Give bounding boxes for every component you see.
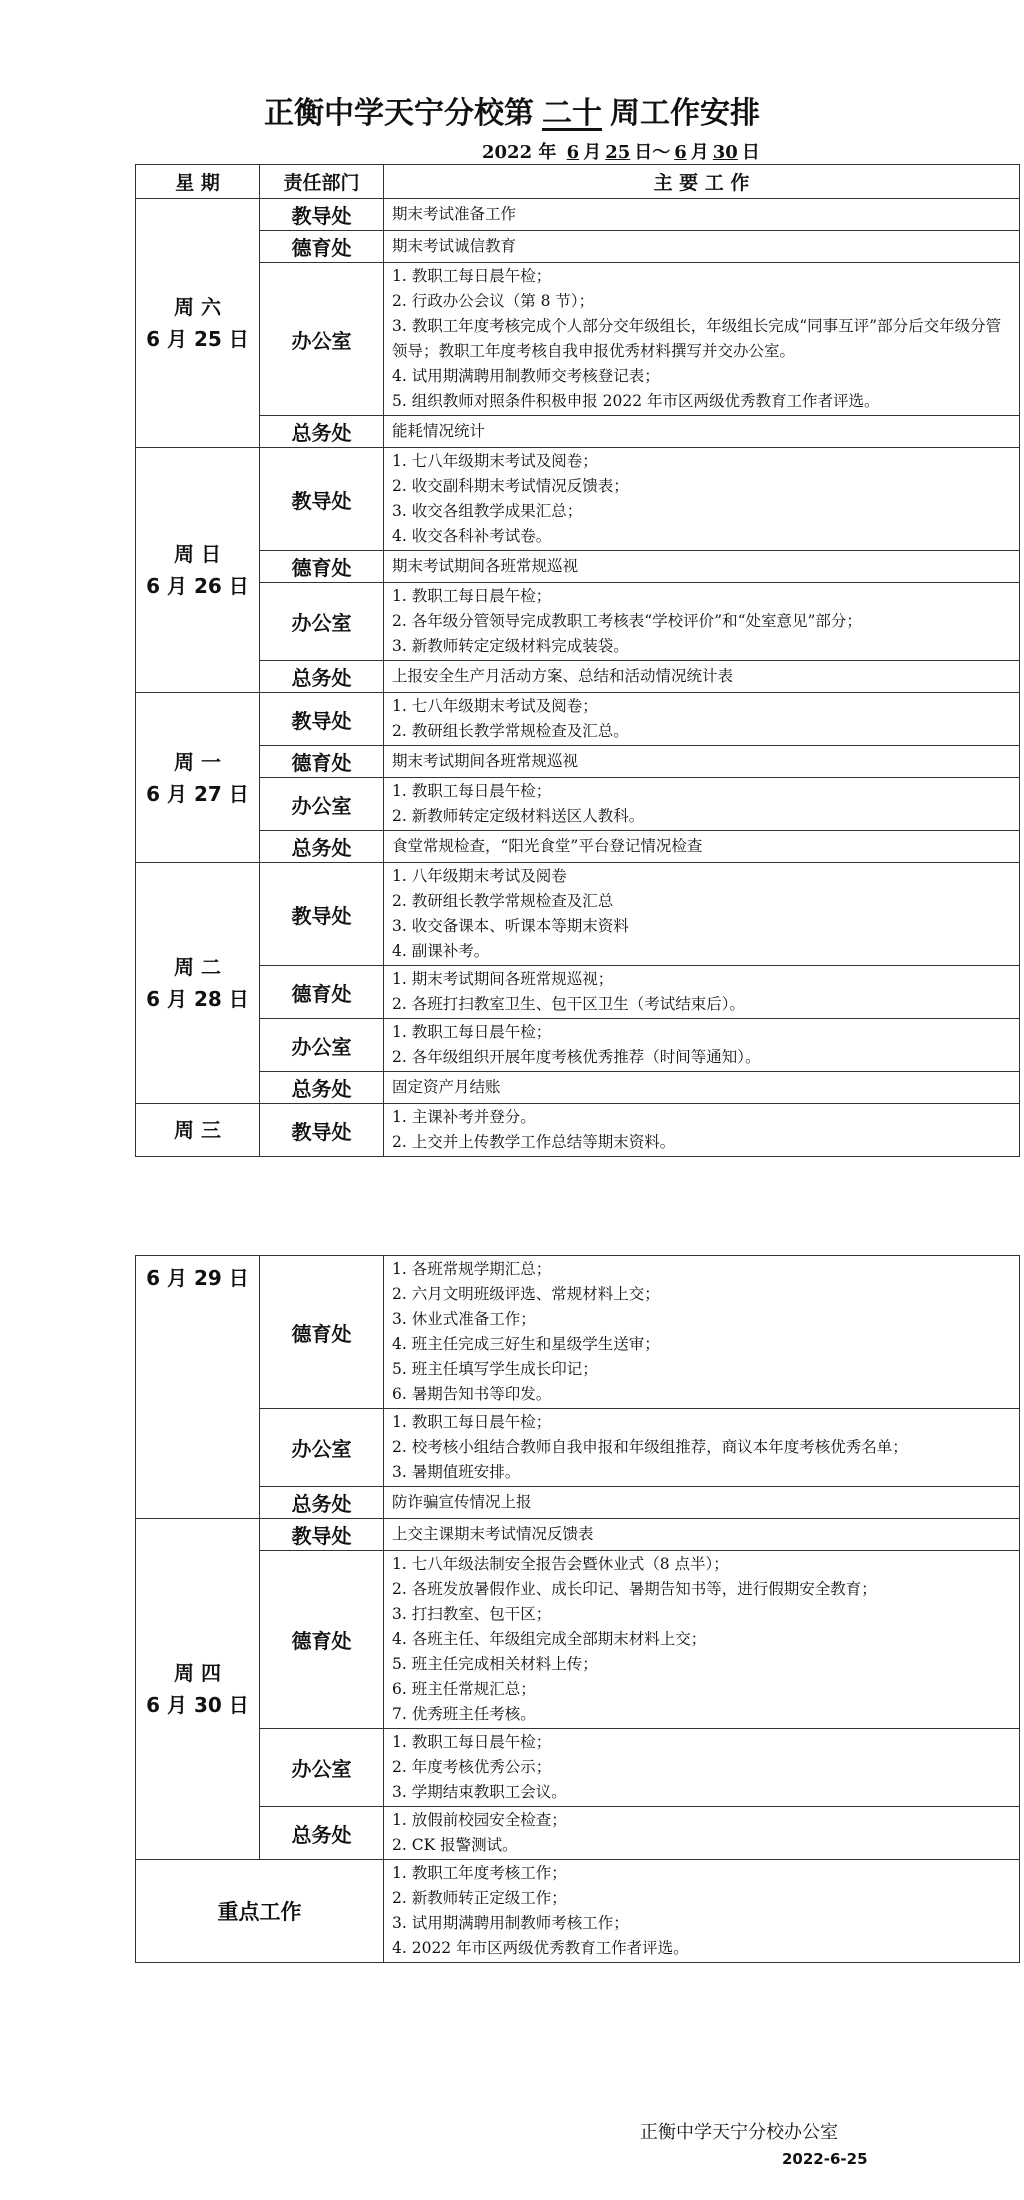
work-item: 2. 各年级分管领导完成教职工考核表“学校评价”和“处室意见”部分； — [392, 612, 862, 630]
schedule-table-2 — [135, 1255, 1020, 1963]
day-name: 周 三 — [174, 1118, 221, 1142]
day-date: 6 月 30 日 — [146, 1693, 249, 1717]
table-row — [136, 1807, 1020, 1860]
dept-cell: 总务处 — [260, 1072, 384, 1104]
day-date: 6 月 25 日 — [146, 327, 249, 351]
table-row — [136, 263, 1020, 416]
table-row — [136, 1104, 1020, 1157]
work-cell — [384, 1807, 1020, 1860]
work-cell — [384, 231, 1020, 263]
key-work-label: 重点工作 — [136, 1860, 384, 1963]
work-item: 2. 上交并上传教学工作总结等期末资料。 — [392, 1133, 676, 1151]
work-item: 3. 学期结束教职工会议。 — [392, 1783, 567, 1801]
work-item: 2. 各班发放暑假作业、成长印记、暑期告知书等，进行假期安全教育； — [392, 1580, 877, 1598]
work-item: 2. 收交副科期末考试情况反馈表； — [392, 477, 629, 495]
table-row — [136, 1551, 1020, 1729]
header-dept: 责任部门 — [260, 165, 384, 199]
dept-cell: 德育处 — [260, 1551, 384, 1729]
work-cell — [384, 1519, 1020, 1551]
work-item: 1. 各班常规学期汇总； — [392, 1260, 552, 1278]
work-cell — [384, 1409, 1020, 1487]
work-item: 2. 新教师转定定级材料送区人教科。 — [392, 807, 645, 825]
work-item: 4. 各班主任、年级组完成全部期末材料上交； — [392, 1630, 707, 1648]
work-item: 1. 教职工每日晨午检； — [392, 267, 552, 285]
dept-cell: 总务处 — [260, 416, 384, 448]
work-item: 期末考试期间各班常规巡视 — [392, 752, 579, 770]
dept-cell: 教导处 — [260, 199, 384, 231]
work-cell — [384, 693, 1020, 746]
day-cell — [136, 199, 260, 448]
key-work-cell — [384, 1860, 1020, 1963]
work-item: 2. 新教师转正定级工作； — [392, 1889, 567, 1907]
work-item: 4. 副课补考。 — [392, 942, 490, 960]
work-item: 能耗情况统计 — [392, 422, 486, 440]
work-item: 3. 新教师转定定级材料完成装袋。 — [392, 637, 629, 655]
table-row — [136, 1409, 1020, 1487]
work-item: 期末考试期间各班常规巡视 — [392, 557, 579, 575]
work-cell — [384, 1019, 1020, 1072]
dept-cell: 办公室 — [260, 778, 384, 831]
work-cell — [384, 661, 1020, 693]
page-title: 正衡中学天宁分校第 二十 周工作安排 — [264, 96, 760, 131]
dept-cell: 办公室 — [260, 583, 384, 661]
work-item: 上交主课期末考试情况反馈表 — [392, 1525, 594, 1543]
dept-cell: 办公室 — [260, 1019, 384, 1072]
key-work-row — [136, 1860, 1020, 1963]
schedule-table-1 — [135, 164, 1020, 1157]
table-row — [136, 416, 1020, 448]
table-row — [136, 1256, 1020, 1409]
footer-office: 正衡中学天宁分校办公室 — [640, 2122, 838, 2143]
dept-cell: 教导处 — [260, 448, 384, 551]
work-item: 4. 试用期满聘用制教师交考核登记表； — [392, 367, 660, 385]
work-cell — [384, 1072, 1020, 1104]
day-name: 周 二 — [174, 955, 221, 979]
dept-cell: 德育处 — [260, 1256, 384, 1409]
work-cell — [384, 1487, 1020, 1519]
table-row — [136, 231, 1020, 263]
work-item: 5. 班主任填写学生成长印记； — [392, 1360, 598, 1378]
date-range: 2022 年 6 月 25 日～ 6 月 30 日 — [482, 142, 760, 163]
work-cell — [384, 263, 1020, 416]
day-name: 周 一 — [174, 749, 221, 774]
work-item: 2. 行政办公会议（第 8 节）； — [392, 292, 595, 310]
day-date: 6 月 26 日 — [146, 574, 249, 598]
day-name: 周 六 — [174, 295, 221, 319]
table-row — [136, 1072, 1020, 1104]
work-item: 1. 七八年级期末考试及阅卷； — [392, 452, 598, 470]
work-item: 防诈骗宣传情况上报 — [392, 1493, 532, 1511]
work-item: 1. 主课补考并登分。 — [392, 1108, 536, 1126]
work-cell — [384, 746, 1020, 778]
work-item: 食堂常规检查，“阳光食堂”平台登记情况检查 — [392, 837, 703, 855]
work-cell — [384, 831, 1020, 863]
dept-cell: 教导处 — [260, 1519, 384, 1551]
work-item: 2. CK 报警测试。 — [392, 1836, 518, 1854]
dept-cell: 总务处 — [260, 1487, 384, 1519]
dept-cell: 德育处 — [260, 231, 384, 263]
work-cell — [384, 1729, 1020, 1807]
work-cell — [384, 583, 1020, 661]
dept-cell: 办公室 — [260, 1409, 384, 1487]
dept-cell: 教导处 — [260, 1104, 384, 1157]
work-item: 3. 休业式准备工作； — [392, 1310, 536, 1328]
work-item: 1. 七八年级法制安全报告会暨休业式（8 点半）； — [392, 1555, 729, 1573]
table-row — [136, 1519, 1020, 1551]
dept-cell: 总务处 — [260, 661, 384, 693]
work-item: 1. 教职工年度考核工作； — [392, 1864, 567, 1882]
work-item: 3. 暑期值班安排。 — [392, 1463, 521, 1481]
work-item: 2. 教研组长教学常规检查及汇总 — [392, 892, 614, 910]
dept-cell: 办公室 — [260, 1729, 384, 1807]
dept-cell: 办公室 — [260, 263, 384, 416]
work-cell — [384, 1256, 1020, 1409]
table-row — [136, 448, 1020, 551]
work-cell — [384, 863, 1020, 966]
work-item: 2. 教研组长教学常规检查及汇总。 — [392, 722, 629, 740]
dept-cell: 教导处 — [260, 693, 384, 746]
dept-cell: 总务处 — [260, 1807, 384, 1860]
work-item: 3. 教职工年度考核完成个人部分交年级组长，年级组长完成“同事互评”部分后交年级分管领导；教职工年度考核自我申报优秀材料撰写并交办公室。 — [392, 317, 1002, 360]
day-cell — [136, 693, 260, 863]
work-item: 2. 各年级组织开展年度考核优秀推荐（时间等通知）。 — [392, 1048, 761, 1066]
work-item: 7. 优秀班主任考核。 — [392, 1705, 536, 1723]
table-row — [136, 583, 1020, 661]
table-row — [136, 1729, 1020, 1807]
day-name: 周 四 — [174, 1661, 221, 1685]
work-item: 1. 七八年级期末考试及阅卷； — [392, 697, 598, 715]
work-cell — [384, 448, 1020, 551]
dept-cell: 教导处 — [260, 863, 384, 966]
table-row — [136, 661, 1020, 693]
dept-cell: 德育处 — [260, 746, 384, 778]
work-item: 5. 班主任完成相关材料上传； — [392, 1655, 598, 1673]
table-row — [136, 693, 1020, 746]
day-date: 6 月 29 日 — [146, 1266, 249, 1290]
day-date: 6 月 27 日 — [146, 781, 249, 806]
work-item: 1. 期末考试期间各班常规巡视； — [392, 970, 614, 988]
work-cell — [384, 199, 1020, 231]
work-item: 4. 收交各科补考试卷。 — [392, 527, 552, 545]
work-item: 上报安全生产月活动方案、总结和活动情况统计表 — [392, 667, 734, 685]
table-row — [136, 1487, 1020, 1519]
table-row — [136, 863, 1020, 966]
work-item: 2. 年度考核优秀公示； — [392, 1758, 552, 1776]
work-item: 1. 教职工每日晨午检； — [392, 1413, 552, 1431]
work-cell — [384, 1104, 1020, 1157]
work-cell — [384, 1551, 1020, 1729]
work-item: 4. 班主任完成三好生和星级学生送审； — [392, 1335, 660, 1353]
table-row — [136, 831, 1020, 863]
table-row — [136, 199, 1020, 231]
day-cell — [136, 863, 260, 1104]
day-cell — [136, 448, 260, 693]
work-item: 6. 班主任常规汇总； — [392, 1680, 536, 1698]
work-item: 期末考试诚信教育 — [392, 237, 517, 255]
work-item: 2. 校考核小组结合教师自我申报和年级组推荐，商议本年度考核优秀名单； — [392, 1438, 908, 1456]
dept-cell: 德育处 — [260, 551, 384, 583]
dept-cell: 德育处 — [260, 966, 384, 1019]
work-item: 期末考试准备工作 — [392, 205, 517, 223]
work-item: 1. 教职工每日晨午检； — [392, 782, 552, 800]
work-item: 1. 教职工每日晨午检； — [392, 1023, 552, 1041]
dept-cell: 总务处 — [260, 831, 384, 863]
work-cell — [384, 416, 1020, 448]
work-item: 3. 打扫教室、包干区； — [392, 1605, 552, 1623]
work-item: 4. 2022 年市区两级优秀教育工作者评选。 — [392, 1939, 689, 1957]
work-item: 3. 试用期满聘用制教师考核工作； — [392, 1914, 629, 1932]
work-item: 固定资产月结账 — [392, 1078, 501, 1096]
work-item: 3. 收交各组教学成果汇总； — [392, 502, 583, 520]
work-item: 1. 八年级期末考试及阅卷 — [392, 867, 567, 885]
work-item: 1. 教职工每日晨午检； — [392, 587, 552, 605]
day-cell — [136, 1256, 260, 1519]
work-item: 1. 放假前校园安全检查； — [392, 1811, 567, 1829]
work-item: 2. 六月文明班级评选、常规材料上交； — [392, 1285, 660, 1303]
table-row — [136, 778, 1020, 831]
table-row — [136, 966, 1020, 1019]
day-date: 6 月 28 日 — [146, 987, 249, 1011]
work-item: 1. 教职工每日晨午检； — [392, 1733, 552, 1751]
footer-date: 2022-6-25 — [782, 2150, 868, 2168]
work-cell — [384, 966, 1020, 1019]
header-row — [136, 165, 1020, 199]
day-cell — [136, 1519, 260, 1860]
table-row — [136, 746, 1020, 778]
table-row — [136, 1019, 1020, 1072]
work-cell — [384, 778, 1020, 831]
work-item: 3. 收交备课本、听课本等期末资料 — [392, 917, 629, 935]
work-cell — [384, 551, 1020, 583]
work-item: 6. 暑期告知书等印发。 — [392, 1385, 552, 1403]
work-item: 2. 各班打扫教室卫生、包干区卫生（考试结束后）。 — [392, 995, 745, 1013]
day-name: 周 日 — [174, 542, 221, 566]
table-row — [136, 551, 1020, 583]
header-work: 主 要 工 作 — [384, 165, 1020, 199]
work-item: 5. 组织教师对照条件积极申报 2022 年市区两级优秀教育工作者评选。 — [392, 392, 880, 410]
day-cell — [136, 1104, 260, 1157]
header-day: 星 期 — [136, 165, 260, 199]
